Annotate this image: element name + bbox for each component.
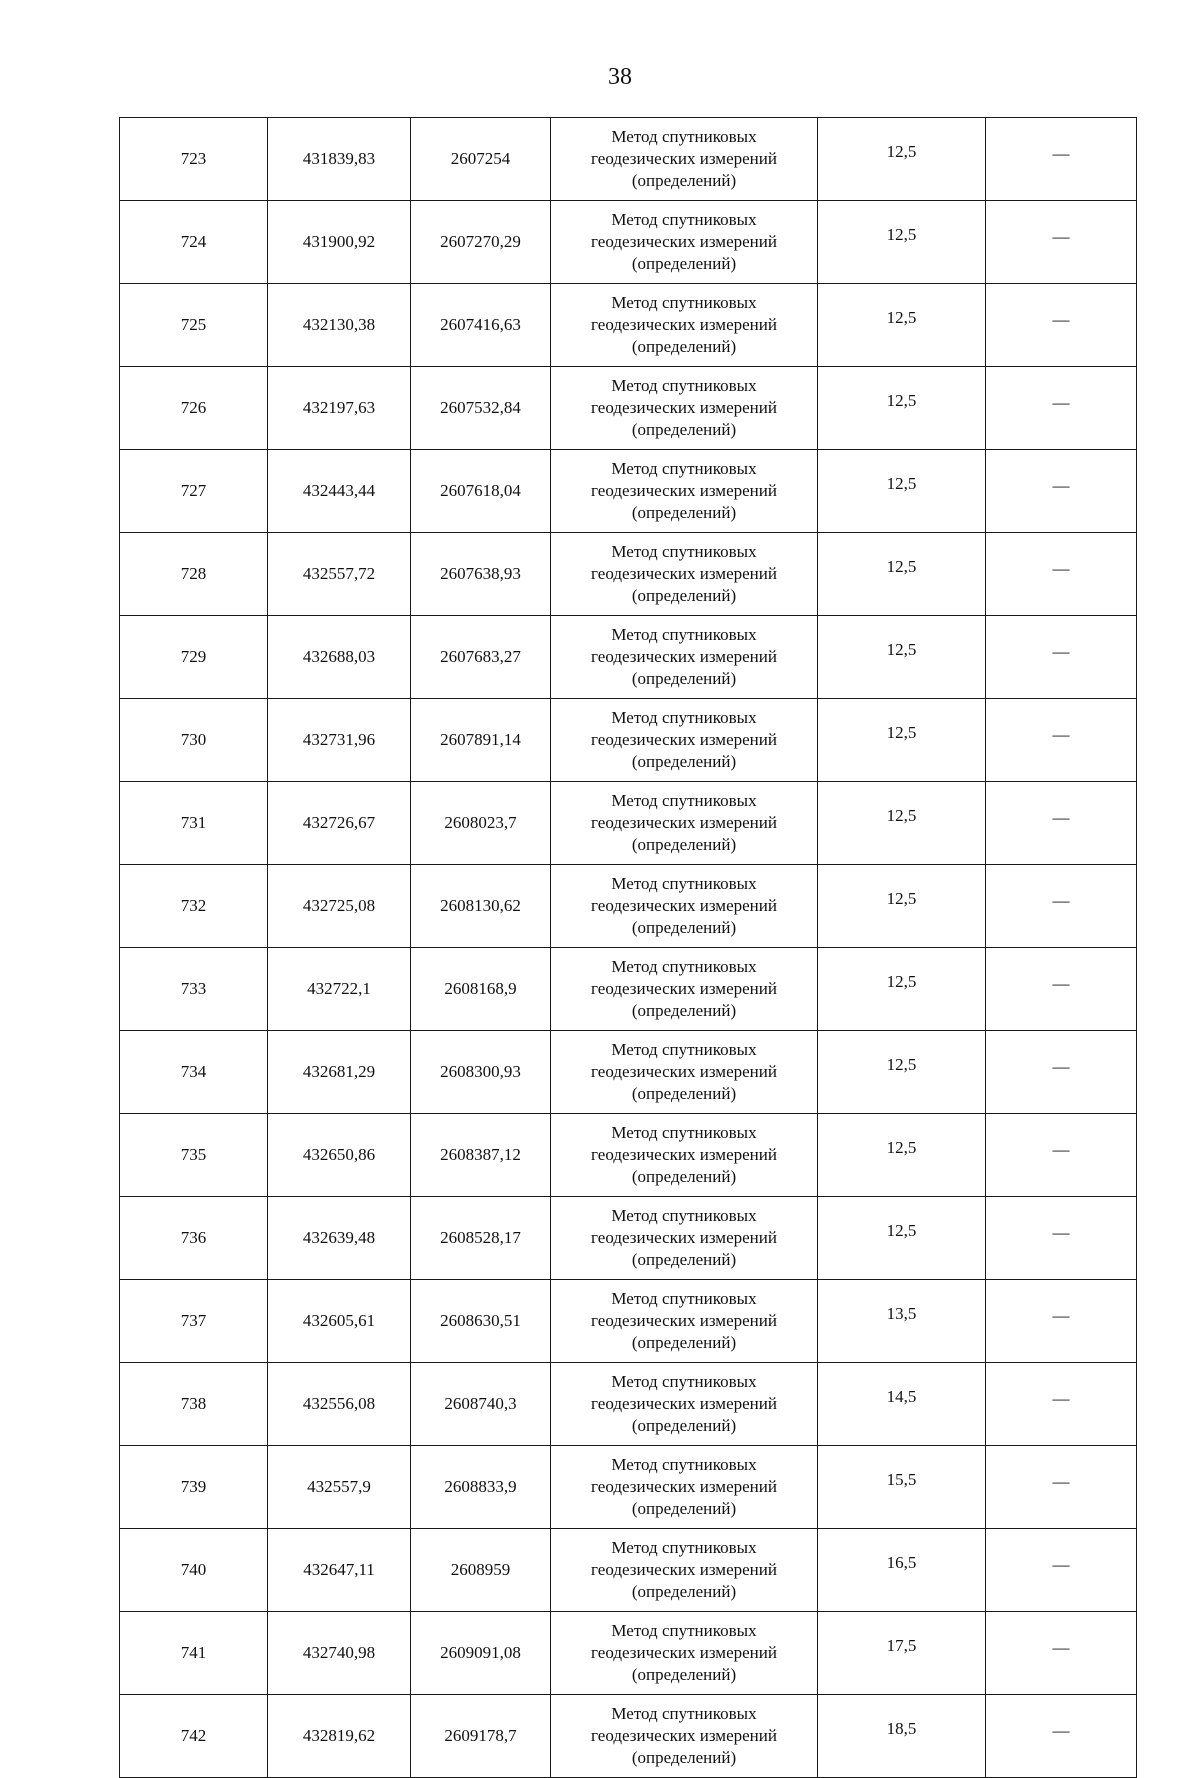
method-cell (551, 1363, 818, 1446)
dash-mark: — (1052, 310, 1070, 329)
point-number-cell: 738 (120, 1363, 268, 1446)
point-number-cell: 729 (120, 616, 268, 699)
note-cell (986, 1280, 1137, 1363)
point-number-cell: 725 (120, 284, 268, 367)
table-row (120, 948, 1137, 1031)
method-line: геодезических измерений (591, 1560, 777, 1579)
x-coordinate-cell: 432639,48 (268, 1197, 411, 1280)
accuracy-cell: 12,5 (818, 948, 986, 1031)
method-line: Метод спутниковых (611, 1704, 757, 1723)
method-line: Метод спутниковых (611, 957, 757, 976)
note-cell (986, 1363, 1137, 1446)
dash-mark: — (1052, 1638, 1070, 1657)
point-number-cell: 742 (120, 1695, 268, 1778)
y-coordinate-cell: 2608959 (411, 1529, 551, 1612)
x-coordinate-cell: 432681,29 (268, 1031, 411, 1114)
point-number-cell: 734 (120, 1031, 268, 1114)
method-line: Метод спутниковых (611, 293, 757, 312)
method-cell (551, 1114, 818, 1197)
method-line: геодезических измерений (591, 979, 777, 998)
method-line: (определений) (631, 1250, 737, 1269)
method-cell (551, 1529, 818, 1612)
point-number-cell: 723 (120, 118, 268, 201)
y-coordinate-cell: 2607532,84 (411, 367, 551, 450)
table-row (120, 1612, 1137, 1695)
method-cell (551, 699, 818, 782)
accuracy-cell: 14,5 (818, 1363, 986, 1446)
x-coordinate-cell: 432197,63 (268, 367, 411, 450)
accuracy-cell: 12,5 (818, 1114, 986, 1197)
dash-mark: — (1052, 974, 1070, 993)
dash-mark: — (1052, 144, 1070, 163)
y-coordinate-cell: 2608168,9 (411, 948, 551, 1031)
dash-mark: — (1052, 1306, 1070, 1325)
dash-mark: — (1052, 725, 1070, 744)
x-coordinate-cell: 431839,83 (268, 118, 411, 201)
method-line: Метод спутниковых (611, 127, 757, 146)
method-line: (определений) (631, 1665, 737, 1684)
note-cell (986, 1446, 1137, 1529)
method-cell (551, 533, 818, 616)
accuracy-cell: 12,5 (818, 118, 986, 201)
point-number-cell: 732 (120, 865, 268, 948)
note-cell (986, 865, 1137, 948)
x-coordinate-cell: 432688,03 (268, 616, 411, 699)
accuracy-cell: 15,5 (818, 1446, 986, 1529)
x-coordinate-cell: 432556,08 (268, 1363, 411, 1446)
y-coordinate-cell: 2608387,12 (411, 1114, 551, 1197)
x-coordinate-cell: 432650,86 (268, 1114, 411, 1197)
method-line: Метод спутниковых (611, 542, 757, 561)
note-cell (986, 1114, 1137, 1197)
method-line: геодезических измерений (591, 1394, 777, 1413)
point-number-cell: 728 (120, 533, 268, 616)
table-row (120, 533, 1137, 616)
note-cell (986, 1031, 1137, 1114)
accuracy-cell: 12,5 (818, 1197, 986, 1280)
method-line: (определений) (631, 171, 737, 190)
method-line: (определений) (631, 1084, 737, 1103)
method-line: геодезических измерений (591, 149, 777, 168)
note-cell (986, 450, 1137, 533)
dash-mark: — (1052, 1057, 1070, 1076)
accuracy-cell: 12,5 (818, 782, 986, 865)
x-coordinate-cell: 431900,92 (268, 201, 411, 284)
method-cell (551, 1446, 818, 1529)
method-line: (определений) (631, 1416, 737, 1435)
note-cell (986, 948, 1137, 1031)
x-coordinate-cell: 432557,9 (268, 1446, 411, 1529)
accuracy-cell: 12,5 (818, 1031, 986, 1114)
method-line: Метод спутниковых (611, 1455, 757, 1474)
method-cell (551, 1031, 818, 1114)
method-line: геодезических измерений (591, 1062, 777, 1081)
y-coordinate-cell: 2607270,29 (411, 201, 551, 284)
method-cell (551, 616, 818, 699)
method-line: Метод спутниковых (611, 1538, 757, 1557)
method-line: (определений) (631, 337, 737, 356)
table-row (120, 1363, 1137, 1446)
x-coordinate-cell: 432722,1 (268, 948, 411, 1031)
x-coordinate-cell: 432819,62 (268, 1695, 411, 1778)
dash-mark: — (1052, 891, 1070, 910)
y-coordinate-cell: 2607683,27 (411, 616, 551, 699)
note-cell (986, 1695, 1137, 1778)
method-line: (определений) (631, 1582, 737, 1601)
accuracy-cell: 12,5 (818, 450, 986, 533)
method-cell (551, 450, 818, 533)
method-line: Метод спутниковых (611, 1123, 757, 1142)
method-line: Метод спутниковых (611, 376, 757, 395)
y-coordinate-cell: 2609178,7 (411, 1695, 551, 1778)
method-line: геодезических измерений (591, 232, 777, 251)
y-coordinate-cell: 2607416,63 (411, 284, 551, 367)
point-number-cell: 730 (120, 699, 268, 782)
method-line: (определений) (631, 503, 737, 522)
method-cell (551, 1280, 818, 1363)
point-number-cell: 735 (120, 1114, 268, 1197)
method-line: Метод спутниковых (611, 625, 757, 644)
y-coordinate-cell: 2608130,62 (411, 865, 551, 948)
method-line: геодезических измерений (591, 1643, 777, 1662)
method-line: геодезических измерений (591, 647, 777, 666)
note-cell (986, 367, 1137, 450)
y-coordinate-cell: 2607891,14 (411, 699, 551, 782)
method-line: Метод спутниковых (611, 1372, 757, 1391)
method-line: Метод спутниковых (611, 210, 757, 229)
y-coordinate-cell: 2607638,93 (411, 533, 551, 616)
table-row (120, 1529, 1137, 1612)
table-row (120, 1446, 1137, 1529)
accuracy-cell: 17,5 (818, 1612, 986, 1695)
y-coordinate-cell: 2607254 (411, 118, 551, 201)
table-row (120, 450, 1137, 533)
method-line: геодезических измерений (591, 398, 777, 417)
table-row (120, 1114, 1137, 1197)
x-coordinate-cell: 432740,98 (268, 1612, 411, 1695)
method-cell (551, 865, 818, 948)
method-line: геодезических измерений (591, 1477, 777, 1496)
x-coordinate-cell: 432557,72 (268, 533, 411, 616)
table-row (120, 782, 1137, 865)
point-number-cell: 726 (120, 367, 268, 450)
dash-mark: — (1052, 1721, 1070, 1740)
x-coordinate-cell: 432130,38 (268, 284, 411, 367)
accuracy-cell: 12,5 (818, 533, 986, 616)
method-line: (определений) (631, 254, 737, 273)
accuracy-cell: 12,5 (818, 616, 986, 699)
method-line: геодезических измерений (591, 1311, 777, 1330)
dash-mark: — (1052, 808, 1070, 827)
table-row (120, 284, 1137, 367)
y-coordinate-cell: 2608833,9 (411, 1446, 551, 1529)
point-number-cell: 731 (120, 782, 268, 865)
dash-mark: — (1052, 642, 1070, 661)
method-line: геодезических измерений (591, 1228, 777, 1247)
y-coordinate-cell: 2608630,51 (411, 1280, 551, 1363)
method-line: геодезических измерений (591, 564, 777, 583)
accuracy-cell: 12,5 (818, 865, 986, 948)
table-row (120, 865, 1137, 948)
x-coordinate-cell: 432605,61 (268, 1280, 411, 1363)
table-row (120, 118, 1137, 201)
page-number: 38 (608, 64, 632, 90)
method-line: (определений) (631, 420, 737, 439)
point-number-cell: 736 (120, 1197, 268, 1280)
note-cell (986, 616, 1137, 699)
method-line: Метод спутниковых (611, 1040, 757, 1059)
method-line: (определений) (631, 669, 737, 688)
y-coordinate-cell: 2608528,17 (411, 1197, 551, 1280)
method-line: Метод спутниковых (611, 708, 757, 727)
method-cell (551, 284, 818, 367)
y-coordinate-cell: 2609091,08 (411, 1612, 551, 1695)
x-coordinate-cell: 432725,08 (268, 865, 411, 948)
x-coordinate-cell: 432731,96 (268, 699, 411, 782)
method-line: (определений) (631, 1001, 737, 1020)
method-line: Метод спутниковых (611, 459, 757, 478)
method-line: (определений) (631, 1333, 737, 1352)
coordinates-table-container (119, 117, 1136, 1778)
note-cell (986, 1529, 1137, 1612)
table-row (120, 201, 1137, 284)
method-line: геодезических измерений (591, 896, 777, 915)
table-row (120, 1695, 1137, 1778)
method-line: (определений) (631, 1748, 737, 1767)
note-cell (986, 201, 1137, 284)
dash-mark: — (1052, 1223, 1070, 1242)
point-number-cell: 739 (120, 1446, 268, 1529)
point-number-cell: 741 (120, 1612, 268, 1695)
x-coordinate-cell: 432726,67 (268, 782, 411, 865)
method-line: Метод спутниковых (611, 1621, 757, 1640)
method-line: геодезических измерений (591, 1726, 777, 1745)
dash-mark: — (1052, 1472, 1070, 1491)
dash-mark: — (1052, 476, 1070, 495)
method-line: геодезических измерений (591, 813, 777, 832)
method-cell (551, 782, 818, 865)
point-number-cell: 740 (120, 1529, 268, 1612)
accuracy-cell: 18,5 (818, 1695, 986, 1778)
x-coordinate-cell: 432647,11 (268, 1529, 411, 1612)
y-coordinate-cell: 2608300,93 (411, 1031, 551, 1114)
method-cell (551, 1612, 818, 1695)
method-line: Метод спутниковых (611, 1206, 757, 1225)
method-cell (551, 1695, 818, 1778)
note-cell (986, 118, 1137, 201)
method-line: (определений) (631, 1167, 737, 1186)
dash-mark: — (1052, 559, 1070, 578)
note-cell (986, 284, 1137, 367)
accuracy-cell: 13,5 (818, 1280, 986, 1363)
method-line: геодезических измерений (591, 481, 777, 500)
point-number-cell: 737 (120, 1280, 268, 1363)
method-line: геодезических измерений (591, 315, 777, 334)
x-coordinate-cell: 432443,44 (268, 450, 411, 533)
method-line: (определений) (631, 586, 737, 605)
method-cell (551, 1197, 818, 1280)
method-line: (определений) (631, 1499, 737, 1518)
method-line: Метод спутниковых (611, 791, 757, 810)
note-cell (986, 1612, 1137, 1695)
dash-mark: — (1052, 227, 1070, 246)
method-line: геодезических измерений (591, 730, 777, 749)
accuracy-cell: 12,5 (818, 367, 986, 450)
method-line: (определений) (631, 835, 737, 854)
table-body (120, 118, 1137, 1778)
note-cell (986, 782, 1137, 865)
method-cell (551, 201, 818, 284)
method-line: Метод спутниковых (611, 1289, 757, 1308)
table-row (120, 699, 1137, 782)
dash-mark: — (1052, 393, 1070, 412)
table-row (120, 616, 1137, 699)
method-line: (определений) (631, 918, 737, 937)
accuracy-cell: 12,5 (818, 699, 986, 782)
point-number-cell: 727 (120, 450, 268, 533)
method-line: геодезических измерений (591, 1145, 777, 1164)
method-cell (551, 948, 818, 1031)
accuracy-cell: 12,5 (818, 284, 986, 367)
note-cell (986, 533, 1137, 616)
accuracy-cell: 12,5 (818, 201, 986, 284)
coordinates-table (119, 117, 1137, 1778)
dash-mark: — (1052, 1555, 1070, 1574)
y-coordinate-cell: 2608740,3 (411, 1363, 551, 1446)
table-row (120, 1280, 1137, 1363)
table-row (120, 1197, 1137, 1280)
y-coordinate-cell: 2608023,7 (411, 782, 551, 865)
y-coordinate-cell: 2607618,04 (411, 450, 551, 533)
point-number-cell: 724 (120, 201, 268, 284)
method-cell (551, 367, 818, 450)
method-cell (551, 118, 818, 201)
note-cell (986, 699, 1137, 782)
point-number-cell: 733 (120, 948, 268, 1031)
method-line: Метод спутниковых (611, 874, 757, 893)
dash-mark: — (1052, 1389, 1070, 1408)
dash-mark: — (1052, 1140, 1070, 1159)
table-row (120, 1031, 1137, 1114)
accuracy-cell: 16,5 (818, 1529, 986, 1612)
table-row (120, 367, 1137, 450)
note-cell (986, 1197, 1137, 1280)
method-line: (определений) (631, 752, 737, 771)
